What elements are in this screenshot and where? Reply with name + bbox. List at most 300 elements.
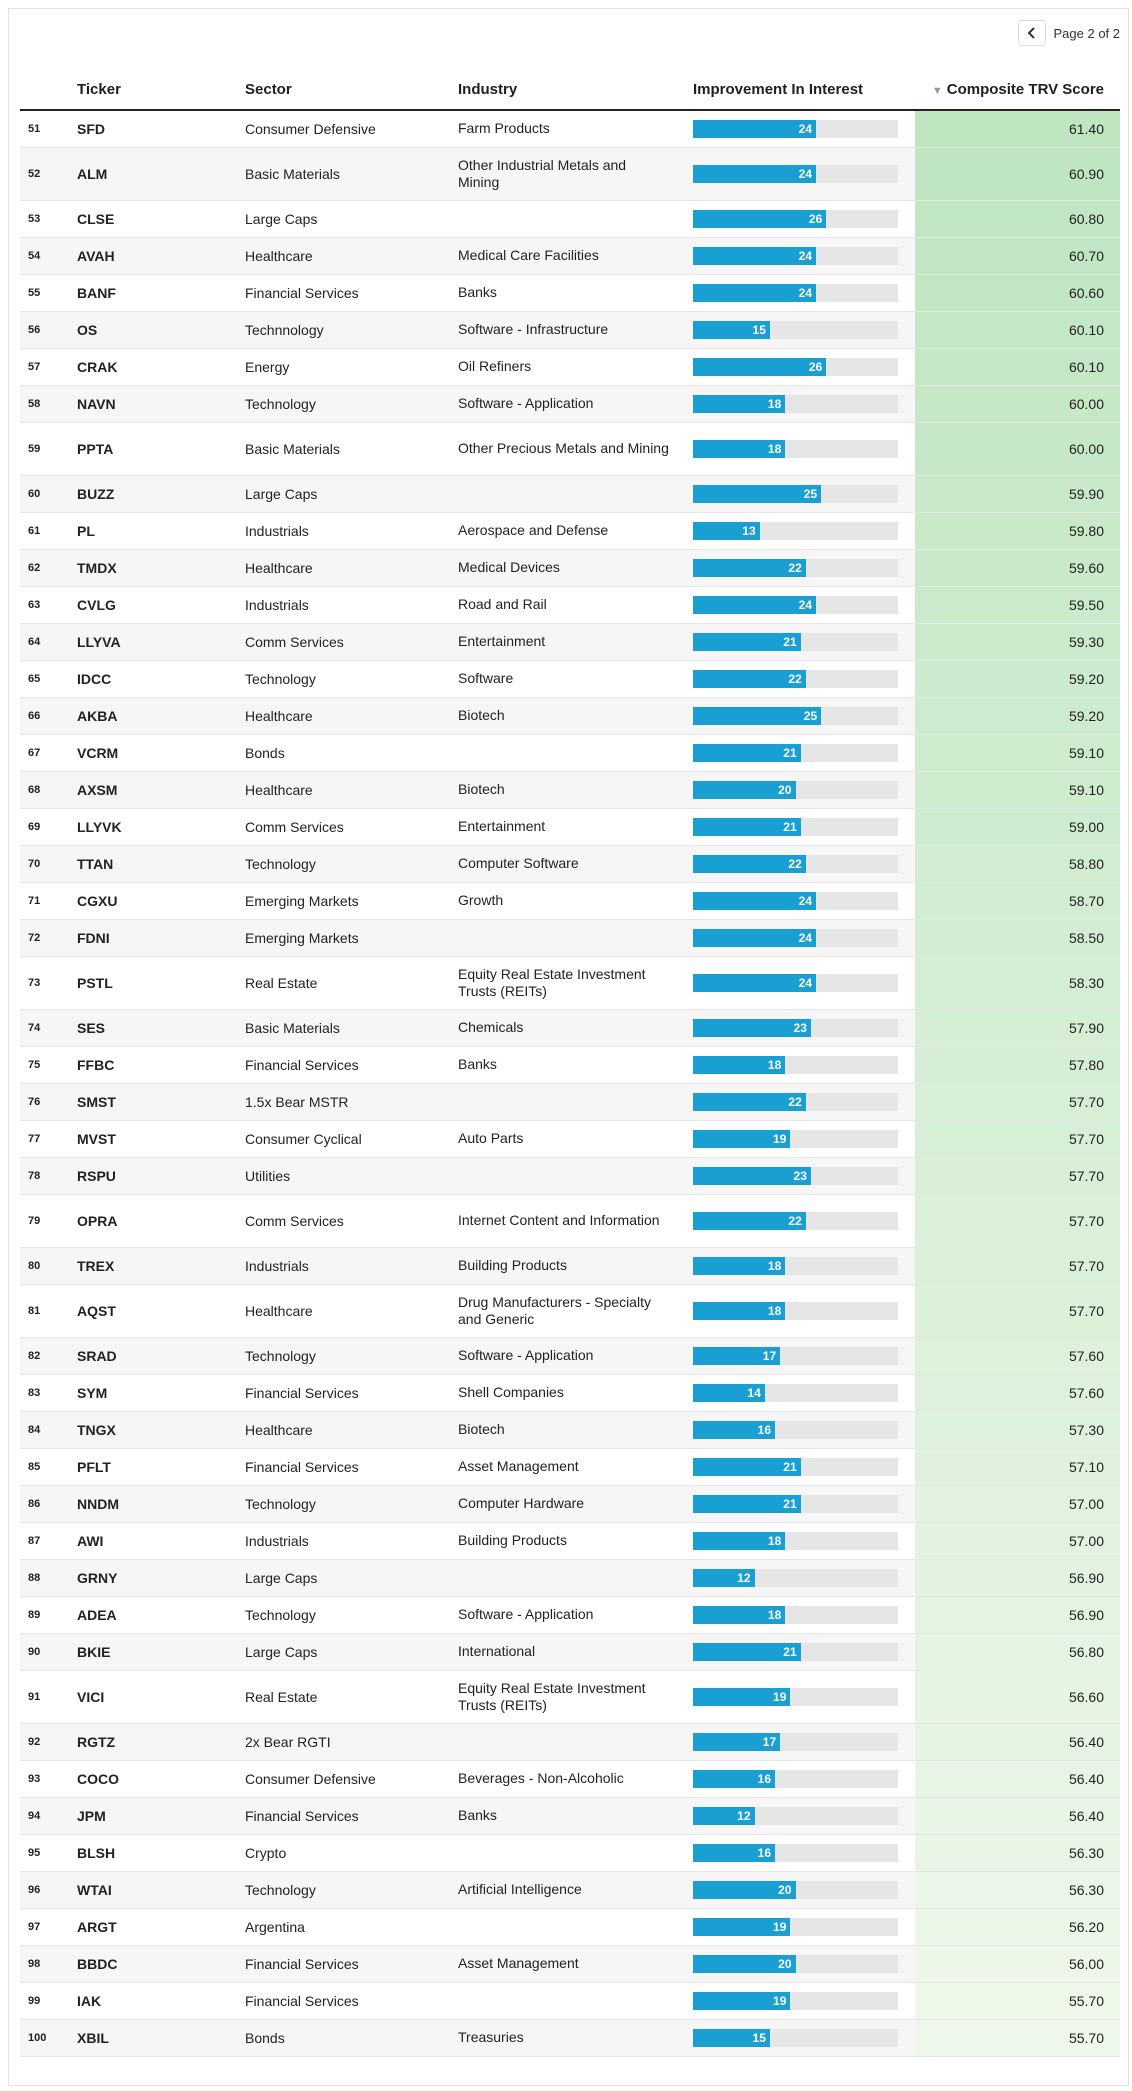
- interest-bar: 16: [693, 1421, 775, 1439]
- rank-cell: 89: [20, 1596, 77, 1633]
- score-cell: 59.20: [915, 660, 1120, 697]
- table-row[interactable]: [20, 110, 1120, 147]
- interest-bar: 18: [693, 1302, 785, 1320]
- score-cell: 61.40: [915, 110, 1120, 147]
- interest-bar: 19: [693, 1992, 790, 2010]
- ticker-cell[interactable]: AKBA: [77, 697, 245, 734]
- ticker-cell[interactable]: CLSE: [77, 200, 245, 237]
- table-row[interactable]: [20, 1834, 1120, 1871]
- table-row[interactable]: [20, 1083, 1120, 1120]
- ticker-cell[interactable]: PL: [77, 512, 245, 549]
- interest-bar: 22: [693, 670, 806, 688]
- ticker-cell[interactable]: CVLG: [77, 586, 245, 623]
- interest-bar-track: [693, 321, 898, 339]
- ticker-cell[interactable]: OPRA: [77, 1194, 245, 1247]
- ticker-cell[interactable]: BANF: [77, 274, 245, 311]
- interest-bar-track: [693, 1688, 898, 1706]
- interest-bar-track: [693, 1056, 898, 1074]
- industry-cell: Biotech: [458, 771, 693, 808]
- rank-cell: 78: [20, 1157, 77, 1194]
- sort-down-icon: ▼: [931, 84, 943, 97]
- interest-bar: 21: [693, 1643, 801, 1661]
- score-cell: 60.90: [915, 147, 1120, 200]
- interest-bar: 12: [693, 1569, 755, 1587]
- ticker-cell[interactable]: TNGX: [77, 1411, 245, 1448]
- rank-cell: 86: [20, 1485, 77, 1522]
- interest-bar-track: [693, 892, 898, 910]
- score-cell: 57.70: [915, 1157, 1120, 1194]
- interest-bar: 20: [693, 781, 796, 799]
- interest-bar: 24: [693, 892, 816, 910]
- interest-cell: [693, 1945, 915, 1982]
- rank-cell: 62: [20, 549, 77, 586]
- industry-cell: Software - Application: [458, 1596, 693, 1633]
- sector-cell: Large Caps: [245, 1633, 458, 1670]
- table-row[interactable]: [20, 549, 1120, 586]
- interest-bar-track: [693, 1955, 898, 1973]
- table-row[interactable]: [20, 1374, 1120, 1411]
- table-row[interactable]: [20, 586, 1120, 623]
- interest-bar-track: [693, 1569, 898, 1587]
- sector-cell: Basic Materials: [245, 1009, 458, 1046]
- table-row[interactable]: [20, 311, 1120, 348]
- interest-bar: 24: [693, 247, 816, 265]
- interest-bar-track: [693, 1495, 898, 1513]
- score-cell: 57.80: [915, 1046, 1120, 1083]
- industry-cell: Other Industrial Metals and Mining: [458, 147, 693, 200]
- sector-cell: Real Estate: [245, 1670, 458, 1723]
- sector-cell: Technnology: [245, 311, 458, 348]
- industry-cell: Beverages - Non-Alcoholic: [458, 1760, 693, 1797]
- interest-bar: 20: [693, 1955, 796, 1973]
- industry-cell: [458, 475, 693, 512]
- rank-cell: 61: [20, 512, 77, 549]
- score-cell: 56.90: [915, 1559, 1120, 1596]
- industry-cell: Drug Manufacturers - Specialty and Generic: [458, 1284, 693, 1337]
- sector-cell: Basic Materials: [245, 422, 458, 475]
- interest-cell: [693, 586, 915, 623]
- ticker-cell[interactable]: BKIE: [77, 1633, 245, 1670]
- interest-bar-track: [693, 781, 898, 799]
- table-row[interactable]: [20, 512, 1120, 549]
- rank-cell: 94: [20, 1797, 77, 1834]
- interest-cell: [693, 882, 915, 919]
- rank-cell: 51: [20, 110, 77, 147]
- score-cell: 57.70: [915, 1247, 1120, 1284]
- sector-cell: Healthcare: [245, 1411, 458, 1448]
- ticker-cell[interactable]: RGTZ: [77, 1723, 245, 1760]
- sector-cell: Industrials: [245, 512, 458, 549]
- industry-cell: Other Precious Metals and Mining: [458, 422, 693, 475]
- score-cell: 60.10: [915, 348, 1120, 385]
- ticker-cell[interactable]: TMDX: [77, 549, 245, 586]
- rank-cell: 77: [20, 1120, 77, 1157]
- sector-cell: Financial Services: [245, 1448, 458, 1485]
- interest-cell: [693, 1083, 915, 1120]
- ticker-cell[interactable]: XBIL: [77, 2019, 245, 2056]
- interest-cell: [693, 147, 915, 200]
- table-row[interactable]: [20, 919, 1120, 956]
- sector-cell: Healthcare: [245, 237, 458, 274]
- interest-bar-track: [693, 1347, 898, 1365]
- ticker-cell[interactable]: LLYVA: [77, 623, 245, 660]
- industry-header[interactable]: Industry: [458, 69, 693, 110]
- ticker-cell[interactable]: SMST: [77, 1083, 245, 1120]
- industry-cell: Software - Application: [458, 1337, 693, 1374]
- sector-cell: Technology: [245, 845, 458, 882]
- score-cell: 56.00: [915, 1945, 1120, 1982]
- interest-cell: [693, 1723, 915, 1760]
- interest-cell: [693, 1834, 915, 1871]
- rank-cell: 91: [20, 1670, 77, 1723]
- interest-bar-track: [693, 1643, 898, 1661]
- table-row[interactable]: [20, 422, 1120, 475]
- rank-cell: 52: [20, 147, 77, 200]
- rank-cell: 90: [20, 1633, 77, 1670]
- interest-bar-track: [693, 1992, 898, 2010]
- industry-cell: Medical Care Facilities: [458, 237, 693, 274]
- score-cell: 56.30: [915, 1871, 1120, 1908]
- interest-bar-track: [693, 440, 898, 458]
- interest-bar-track: [693, 1733, 898, 1751]
- rank-cell: 67: [20, 734, 77, 771]
- sector-header[interactable]: Sector: [245, 69, 458, 110]
- interest-bar: 22: [693, 559, 806, 577]
- ticker-cell[interactable]: AXSM: [77, 771, 245, 808]
- ticker-cell[interactable]: AWI: [77, 1522, 245, 1559]
- interest-bar-track: [693, 974, 898, 992]
- interest-bar: 22: [693, 855, 806, 873]
- ticker-cell[interactable]: RSPU: [77, 1157, 245, 1194]
- score-cell: 56.90: [915, 1596, 1120, 1633]
- interest-bar-track: [693, 1918, 898, 1936]
- ticker-cell[interactable]: FDNI: [77, 919, 245, 956]
- table-row[interactable]: [20, 1670, 1120, 1723]
- interest-bar: 25: [693, 485, 821, 503]
- interest-cell: [693, 348, 915, 385]
- interest-cell: [693, 1009, 915, 1046]
- sector-cell: Technology: [245, 385, 458, 422]
- table-row[interactable]: [20, 771, 1120, 808]
- industry-cell: Software - Infrastructure: [458, 311, 693, 348]
- industry-cell: Entertainment: [458, 623, 693, 660]
- ticker-cell[interactable]: ADEA: [77, 1596, 245, 1633]
- sector-cell: Large Caps: [245, 1559, 458, 1596]
- interest-cell: [693, 1596, 915, 1633]
- ticker-cell[interactable]: ARGT: [77, 1908, 245, 1945]
- table-row[interactable]: [20, 147, 1120, 200]
- industry-cell: Auto Parts: [458, 1120, 693, 1157]
- interest-bar: 19: [693, 1688, 790, 1706]
- ticker-cell[interactable]: BLSH: [77, 1834, 245, 1871]
- table-row[interactable]: [20, 1908, 1120, 1945]
- rank-cell: 100: [20, 2019, 77, 2056]
- score-cell: 57.60: [915, 1337, 1120, 1374]
- table-row[interactable]: [20, 200, 1120, 237]
- rank-cell: 79: [20, 1194, 77, 1247]
- ticker-cell[interactable]: TREX: [77, 1247, 245, 1284]
- sector-cell: Large Caps: [245, 200, 458, 237]
- table-row[interactable]: [20, 1596, 1120, 1633]
- interest-bar-track: [693, 1019, 898, 1037]
- interest-cell: [693, 1522, 915, 1559]
- interest-bar-track: [693, 1093, 898, 1111]
- interest-cell: [693, 475, 915, 512]
- sector-cell: Consumer Defensive: [245, 110, 458, 147]
- interest-cell: [693, 1411, 915, 1448]
- table-row[interactable]: [20, 475, 1120, 512]
- interest-cell: [693, 110, 915, 147]
- ticker-cell[interactable]: COCO: [77, 1760, 245, 1797]
- chevron-left-icon: [1027, 27, 1037, 39]
- score-cell: 58.70: [915, 882, 1120, 919]
- interest-cell: [693, 1120, 915, 1157]
- interest-bar-track: [693, 1770, 898, 1788]
- score-cell: 57.70: [915, 1083, 1120, 1120]
- interest-bar: 18: [693, 440, 785, 458]
- score-cell: 59.00: [915, 808, 1120, 845]
- ticker-cell[interactable]: VICI: [77, 1670, 245, 1723]
- sector-cell: Financial Services: [245, 1374, 458, 1411]
- score-cell: 57.70: [915, 1284, 1120, 1337]
- table-row[interactable]: [20, 845, 1120, 882]
- rank-cell: 57: [20, 348, 77, 385]
- rank-cell: 54: [20, 237, 77, 274]
- interest-bar: 17: [693, 1347, 780, 1365]
- table-row[interactable]: [20, 348, 1120, 385]
- rank-cell: 97: [20, 1908, 77, 1945]
- interest-cell: [693, 385, 915, 422]
- interest-bar-track: [693, 120, 898, 138]
- sector-cell: Comm Services: [245, 1194, 458, 1247]
- interest-cell: [693, 1908, 915, 1945]
- interest-bar-track: [693, 165, 898, 183]
- ticker-cell[interactable]: ALM: [77, 147, 245, 200]
- sector-cell: Energy: [245, 348, 458, 385]
- interest-bar-track: [693, 1807, 898, 1825]
- rank-cell: 82: [20, 1337, 77, 1374]
- ticker-cell[interactable]: TTAN: [77, 845, 245, 882]
- industry-cell: Aerospace and Defense: [458, 512, 693, 549]
- ticker-cell[interactable]: LLYVK: [77, 808, 245, 845]
- table-row[interactable]: [20, 274, 1120, 311]
- interest-bar: 19: [693, 1918, 790, 1936]
- rank-cell: 83: [20, 1374, 77, 1411]
- rank-cell: 84: [20, 1411, 77, 1448]
- table-row[interactable]: [20, 1046, 1120, 1083]
- table-row[interactable]: [20, 1247, 1120, 1284]
- table-row[interactable]: [20, 956, 1120, 1009]
- score-cell: 57.10: [915, 1448, 1120, 1485]
- interest-cell: [693, 549, 915, 586]
- sector-cell: Large Caps: [245, 475, 458, 512]
- ticker-cell[interactable]: SFD: [77, 110, 245, 147]
- score-cell: 59.10: [915, 771, 1120, 808]
- table-row[interactable]: [20, 1982, 1120, 2019]
- rank-cell: 74: [20, 1009, 77, 1046]
- table-row[interactable]: [20, 1559, 1120, 1596]
- interest-cell: [693, 1485, 915, 1522]
- interest-bar: 12: [693, 1807, 755, 1825]
- table-row[interactable]: [20, 1194, 1120, 1247]
- table-row[interactable]: [20, 808, 1120, 845]
- interest-bar: 18: [693, 1056, 785, 1074]
- prev-page-button[interactable]: [1018, 20, 1046, 46]
- interest-cell: [693, 919, 915, 956]
- table-row[interactable]: [20, 623, 1120, 660]
- interest-bar-track: [693, 1212, 898, 1230]
- table-row[interactable]: [20, 1760, 1120, 1797]
- interest-cell: [693, 200, 915, 237]
- sector-cell: Real Estate: [245, 956, 458, 1009]
- sector-cell: Technology: [245, 1871, 458, 1908]
- ticker-cell[interactable]: AQST: [77, 1284, 245, 1337]
- ticker-cell[interactable]: AVAH: [77, 237, 245, 274]
- interest-bar-track: [693, 744, 898, 762]
- ticker-header[interactable]: Ticker: [77, 69, 245, 110]
- sector-cell: Technology: [245, 1485, 458, 1522]
- sector-cell: Industrials: [245, 1247, 458, 1284]
- table-row[interactable]: [20, 1120, 1120, 1157]
- score-cell: 57.00: [915, 1485, 1120, 1522]
- sector-cell: Consumer Defensive: [245, 1760, 458, 1797]
- interest-bar: 21: [693, 1495, 801, 1513]
- table-row[interactable]: [20, 1411, 1120, 1448]
- score-cell: 56.80: [915, 1633, 1120, 1670]
- ticker-cell[interactable]: JPM: [77, 1797, 245, 1834]
- sector-cell: Bonds: [245, 2019, 458, 2056]
- score-cell: 58.50: [915, 919, 1120, 956]
- score-cell: 58.80: [915, 845, 1120, 882]
- interest-bar-track: [693, 1257, 898, 1275]
- table-row[interactable]: [20, 660, 1120, 697]
- table-row[interactable]: [20, 1448, 1120, 1485]
- interest-cell: [693, 1797, 915, 1834]
- ticker-cell[interactable]: NNDM: [77, 1485, 245, 1522]
- interest-bar: 26: [693, 210, 826, 228]
- table-row[interactable]: [20, 1485, 1120, 1522]
- industry-cell: [458, 200, 693, 237]
- rank-cell: 92: [20, 1723, 77, 1760]
- table-row[interactable]: [20, 697, 1120, 734]
- ticker-cell[interactable]: BBDC: [77, 1945, 245, 1982]
- ticker-cell[interactable]: OS: [77, 311, 245, 348]
- interest-bar-track: [693, 1167, 898, 1185]
- score-cell: 60.00: [915, 385, 1120, 422]
- interest-bar: 25: [693, 707, 821, 725]
- industry-cell: Computer Software: [458, 845, 693, 882]
- score-cell: 55.70: [915, 2019, 1120, 2056]
- table-row[interactable]: [20, 1009, 1120, 1046]
- table-row[interactable]: [20, 1945, 1120, 1982]
- industry-cell: Treasuries: [458, 2019, 693, 2056]
- sector-cell: Financial Services: [245, 1046, 458, 1083]
- interest-bar-track: [693, 358, 898, 376]
- interest-bar: 22: [693, 1093, 806, 1111]
- ticker-cell[interactable]: VCRM: [77, 734, 245, 771]
- table-row[interactable]: [20, 237, 1120, 274]
- industry-cell: Software - Application: [458, 385, 693, 422]
- rank-cell: 66: [20, 697, 77, 734]
- interest-cell: [693, 697, 915, 734]
- ticker-cell[interactable]: PFLT: [77, 1448, 245, 1485]
- industry-cell: International: [458, 1633, 693, 1670]
- ticker-cell[interactable]: NAVN: [77, 385, 245, 422]
- score-cell: 59.50: [915, 586, 1120, 623]
- table-row[interactable]: [20, 385, 1120, 422]
- table-row[interactable]: [20, 1723, 1120, 1760]
- ticker-cell[interactable]: FFBC: [77, 1046, 245, 1083]
- industry-cell: Oil Refiners: [458, 348, 693, 385]
- sector-cell: Crypto: [245, 1834, 458, 1871]
- table-row[interactable]: [20, 1871, 1120, 1908]
- score-cell: 57.70: [915, 1194, 1120, 1247]
- table-row[interactable]: [20, 1797, 1120, 1834]
- table-row[interactable]: [20, 1157, 1120, 1194]
- rank-cell: 80: [20, 1247, 77, 1284]
- ticker-cell[interactable]: SES: [77, 1009, 245, 1046]
- sector-cell: Financial Services: [245, 1797, 458, 1834]
- interest-bar: 23: [693, 1019, 811, 1037]
- interest-bar: 24: [693, 284, 816, 302]
- score-header[interactable]: [915, 69, 1120, 110]
- table-row[interactable]: [20, 2019, 1120, 2056]
- ticker-cell[interactable]: CRAK: [77, 348, 245, 385]
- ticker-cell[interactable]: SYM: [77, 1374, 245, 1411]
- rank-cell: 53: [20, 200, 77, 237]
- industry-cell: Banks: [458, 1046, 693, 1083]
- ticker-cell[interactable]: GRNY: [77, 1559, 245, 1596]
- ticker-cell[interactable]: IAK: [77, 1982, 245, 2019]
- interest-header[interactable]: Improvement In Interest: [693, 69, 915, 110]
- ticker-cell[interactable]: PSTL: [77, 956, 245, 1009]
- interest-bar-track: [693, 559, 898, 577]
- table-row[interactable]: [20, 1522, 1120, 1559]
- interest-bar-track: [693, 1302, 898, 1320]
- interest-bar: 17: [693, 1733, 780, 1751]
- interest-bar-track: [693, 210, 898, 228]
- ticker-cell[interactable]: BUZZ: [77, 475, 245, 512]
- table-row[interactable]: [20, 882, 1120, 919]
- ticker-cell[interactable]: WTAI: [77, 1871, 245, 1908]
- ticker-cell[interactable]: CGXU: [77, 882, 245, 919]
- interest-cell: [693, 845, 915, 882]
- industry-cell: Shell Companies: [458, 1374, 693, 1411]
- score-cell: 59.20: [915, 697, 1120, 734]
- ticker-cell[interactable]: IDCC: [77, 660, 245, 697]
- table-row[interactable]: [20, 1633, 1120, 1670]
- table-row[interactable]: [20, 1284, 1120, 1337]
- table-row[interactable]: [20, 1337, 1120, 1374]
- sector-cell: Comm Services: [245, 623, 458, 660]
- industry-cell: Road and Rail: [458, 586, 693, 623]
- interest-cell: [693, 1633, 915, 1670]
- score-cell: 57.90: [915, 1009, 1120, 1046]
- score-cell: 59.90: [915, 475, 1120, 512]
- sector-cell: Healthcare: [245, 771, 458, 808]
- sector-cell: 2x Bear RGTI: [245, 1723, 458, 1760]
- table-row[interactable]: [20, 734, 1120, 771]
- interest-cell: [693, 808, 915, 845]
- ticker-cell[interactable]: PPTA: [77, 422, 245, 475]
- interest-bar-track: [693, 2029, 898, 2047]
- ticker-cell[interactable]: SRAD: [77, 1337, 245, 1374]
- score-cell: 57.60: [915, 1374, 1120, 1411]
- ticker-cell[interactable]: MVST: [77, 1120, 245, 1157]
- interest-bar: 23: [693, 1167, 811, 1185]
- industry-cell: Computer Hardware: [458, 1485, 693, 1522]
- rank-cell: 70: [20, 845, 77, 882]
